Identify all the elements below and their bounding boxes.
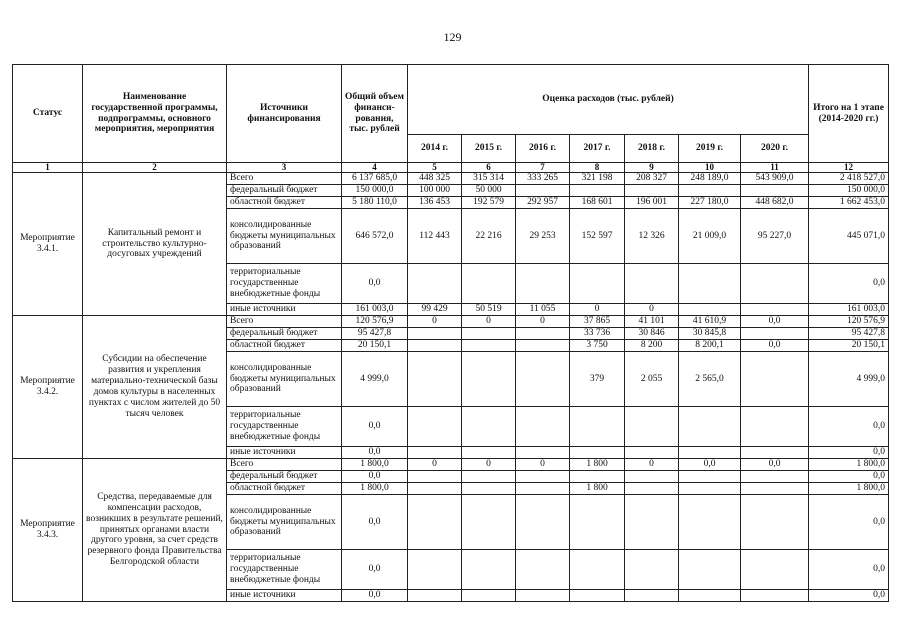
year-amount: 95 227,0 [741,209,809,264]
year-amount [625,471,679,483]
year-amount: 543 909,0 [741,173,809,185]
measure-name: Субсидии на обеспечение развития и укрепления материально-технической базы домов культуры в населенных пунктах с числом жителей до 50 тысяч человек [83,316,227,459]
header-estimate: Оценка расходов (тыс. рублей) [408,65,809,135]
year-amount [516,328,570,340]
funding-source: иные источники [227,590,342,602]
year-amount [625,185,679,197]
year-amount [625,483,679,495]
year-amount: 0,0 [741,316,809,328]
year-amount [570,264,625,304]
year-amount [741,185,809,197]
year-amount [570,495,625,550]
funding-source: областной бюджет [227,340,342,352]
year-amount [625,447,679,459]
stage-total-amount: 4 999,0 [809,352,889,407]
page-number: 129 [443,30,462,44]
year-amount: 99 429 [408,304,462,316]
year-amount: 112 443 [408,209,462,264]
total-amount: 0,0 [342,264,408,304]
measure-status: Мероприятие 3.4.1. [13,173,83,316]
header-year: 2014 г. [408,135,462,163]
total-amount: 0,0 [342,407,408,447]
column-number: 9 [625,163,679,173]
year-amount: 0 [625,304,679,316]
year-amount: 248 189,0 [679,173,741,185]
year-amount [741,447,809,459]
header-row [13,65,889,135]
year-amount [741,407,809,447]
year-amount [679,447,741,459]
year-amount [462,352,516,407]
total-amount: 120 576,9 [342,316,408,328]
header-stage-total: Итого на 1 этапе (2014-2020 гг.) [809,65,889,163]
header-name: Наименование государственной программы, подпрограммы, основного мероприятия, мероприятия [83,65,227,163]
column-number: 8 [570,163,625,173]
year-amount [625,590,679,602]
funding-source: консолидированные бюджеты муниципальных образований [227,352,342,407]
year-amount [516,471,570,483]
year-amount [516,590,570,602]
year-amount [516,550,570,590]
year-amount [462,590,516,602]
year-amount [516,495,570,550]
column-number: 7 [516,163,570,173]
stage-total-amount: 150 000,0 [809,185,889,197]
year-amount: 0,0 [741,459,809,471]
year-amount: 100 000 [408,185,462,197]
stage-total-amount: 445 071,0 [809,209,889,264]
column-numbers-row [13,163,889,173]
year-amount: 227 180,0 [679,197,741,209]
year-amount [625,407,679,447]
year-amount: 1 800 [570,459,625,471]
funding-source: федеральный бюджет [227,185,342,197]
column-number: 12 [809,163,889,173]
year-amount: 37 865 [570,316,625,328]
year-amount [679,471,741,483]
year-amount: 333 265 [516,173,570,185]
year-amount [462,471,516,483]
year-amount [408,590,462,602]
year-amount [408,483,462,495]
total-amount: 0,0 [342,550,408,590]
year-amount [679,185,741,197]
year-amount [570,185,625,197]
header-year: 2015 г. [462,135,516,163]
funding-source: федеральный бюджет [227,328,342,340]
year-amount: 0 [462,459,516,471]
total-amount: 646 572,0 [342,209,408,264]
funding-source: Всего [227,173,342,185]
year-amount [516,185,570,197]
year-amount [625,550,679,590]
year-amount: 0 [408,316,462,328]
header-year: 2020 г. [741,135,809,163]
column-number: 3 [227,163,342,173]
total-amount: 6 137 685,0 [342,173,408,185]
year-amount [408,328,462,340]
funding-source: иные источники [227,304,342,316]
year-amount: 3 750 [570,340,625,352]
year-amount [741,304,809,316]
column-number: 2 [83,163,227,173]
year-amount [462,550,516,590]
year-amount [741,471,809,483]
total-amount: 0,0 [342,447,408,459]
year-amount [462,264,516,304]
stage-total-amount: 0,0 [809,495,889,550]
year-amount [462,407,516,447]
year-amount [679,407,741,447]
total-amount: 1 800,0 [342,459,408,471]
year-amount [516,483,570,495]
year-amount [408,264,462,304]
year-amount: 448 325 [408,173,462,185]
year-amount: 50 519 [462,304,516,316]
stage-total-amount: 0,0 [809,264,889,304]
year-amount [516,447,570,459]
stage-total-amount: 0,0 [809,471,889,483]
year-amount: 192 579 [462,197,516,209]
year-amount: 168 601 [570,197,625,209]
year-amount [462,328,516,340]
year-amount [679,550,741,590]
budget-table [12,64,889,602]
stage-total-amount: 120 576,9 [809,316,889,328]
funding-source: территориальные государственные внебюджетные фонды [227,550,342,590]
funding-source: областной бюджет [227,197,342,209]
year-amount: 0 [462,316,516,328]
year-amount: 30 845,8 [679,328,741,340]
year-amount: 29 253 [516,209,570,264]
funding-source: территориальные государственные внебюджетные фонды [227,264,342,304]
year-amount: 50 000 [462,185,516,197]
header-source: Источники финансирования [227,65,342,163]
funding-source: иные источники [227,447,342,459]
year-amount: 152 597 [570,209,625,264]
funding-source: консолидированные бюджеты муниципальных образований [227,495,342,550]
stage-total-amount: 1 800,0 [809,483,889,495]
year-amount: 0 [625,459,679,471]
stage-total-amount: 2 418 527,0 [809,173,889,185]
year-amount [462,340,516,352]
column-number: 1 [13,163,83,173]
year-amount: 41 610,9 [679,316,741,328]
year-amount: 11 055 [516,304,570,316]
year-amount [625,264,679,304]
year-amount: 0,0 [679,459,741,471]
year-amount: 0 [570,304,625,316]
table-row [13,173,889,185]
year-amount [741,550,809,590]
year-amount: 0 [408,459,462,471]
table-row [13,459,889,471]
year-amount [570,447,625,459]
year-amount [741,590,809,602]
year-amount [741,483,809,495]
year-amount [408,471,462,483]
year-amount [679,495,741,550]
year-amount [570,590,625,602]
year-amount: 136 453 [408,197,462,209]
year-amount: 321 198 [570,173,625,185]
funding-source: Всего [227,316,342,328]
year-amount [408,340,462,352]
year-amount [408,407,462,447]
total-amount: 0,0 [342,590,408,602]
column-number: 6 [462,163,516,173]
year-amount [408,550,462,590]
header-year: 2018 г. [625,135,679,163]
year-amount [516,264,570,304]
year-amount [462,483,516,495]
stage-total-amount: 0,0 [809,407,889,447]
year-amount [741,352,809,407]
year-amount [516,340,570,352]
year-amount [741,328,809,340]
total-amount: 1 800,0 [342,483,408,495]
column-number: 5 [408,163,462,173]
year-amount [741,264,809,304]
total-amount: 5 180 110,0 [342,197,408,209]
year-amount: 292 957 [516,197,570,209]
year-amount: 22 216 [462,209,516,264]
measure-name: Средства, передаваемые для компенсации расходов, возникших в результате решений, принятых органами власти другого уровня, за счет средств резервного фонда Правительства Белгородской области [83,459,227,602]
year-amount [570,471,625,483]
year-amount: 21 009,0 [679,209,741,264]
measure-name: Капитальный ремонт и строительство культурно-досуговых учреждений [83,173,227,316]
funding-source: областной бюджет [227,483,342,495]
year-amount [679,483,741,495]
measure-status: Мероприятие 3.4.2. [13,316,83,459]
year-amount: 2 055 [625,352,679,407]
header-year: 2017 г. [570,135,625,163]
stage-total-amount: 0,0 [809,550,889,590]
year-amount [679,264,741,304]
year-amount [570,407,625,447]
table-row [13,316,889,328]
funding-source: федеральный бюджет [227,471,342,483]
column-number: 10 [679,163,741,173]
funding-source: консолидированные бюджеты муниципальных образований [227,209,342,264]
year-amount [679,304,741,316]
total-amount: 150 000,0 [342,185,408,197]
year-amount [741,495,809,550]
year-amount: 33 736 [570,328,625,340]
header-year: 2016 г. [516,135,570,163]
stage-total-amount: 1 662 453,0 [809,197,889,209]
column-number: 11 [741,163,809,173]
year-amount: 0,0 [741,340,809,352]
total-amount: 20 150,1 [342,340,408,352]
year-amount [408,352,462,407]
total-amount: 161 003,0 [342,304,408,316]
year-amount: 0 [516,459,570,471]
year-amount: 448 682,0 [741,197,809,209]
total-amount: 0,0 [342,471,408,483]
year-amount [462,495,516,550]
year-amount: 30 846 [625,328,679,340]
year-amount [625,495,679,550]
year-amount: 196 001 [625,197,679,209]
year-amount [679,590,741,602]
year-amount: 8 200 [625,340,679,352]
year-amount [516,407,570,447]
year-amount: 12 326 [625,209,679,264]
total-amount: 4 999,0 [342,352,408,407]
total-amount: 95 427,8 [342,328,408,340]
stage-total-amount: 0,0 [809,447,889,459]
year-amount: 2 565,0 [679,352,741,407]
year-amount [570,550,625,590]
year-amount: 8 200,1 [679,340,741,352]
year-amount: 41 101 [625,316,679,328]
stage-total-amount: 95 427,8 [809,328,889,340]
year-amount [408,495,462,550]
total-amount: 0,0 [342,495,408,550]
year-amount: 379 [570,352,625,407]
year-amount: 208 327 [625,173,679,185]
stage-total-amount: 0,0 [809,590,889,602]
stage-total-amount: 20 150,1 [809,340,889,352]
measure-status: Мероприятие 3.4.3. [13,459,83,602]
header-total: Общий объем финанси-рования, тыс. рублей [342,65,408,163]
year-amount [408,447,462,459]
funding-source: территориальные государственные внебюджетные фонды [227,407,342,447]
year-amount [516,352,570,407]
funding-source: Всего [227,459,342,471]
stage-total-amount: 1 800,0 [809,459,889,471]
year-amount: 0 [516,316,570,328]
stage-total-amount: 161 003,0 [809,304,889,316]
year-amount: 1 800 [570,483,625,495]
year-amount: 315 314 [462,173,516,185]
header-year: 2019 г. [679,135,741,163]
table-body [13,173,889,602]
header-status: Статус [13,65,83,163]
year-amount [462,447,516,459]
column-number: 4 [342,163,408,173]
